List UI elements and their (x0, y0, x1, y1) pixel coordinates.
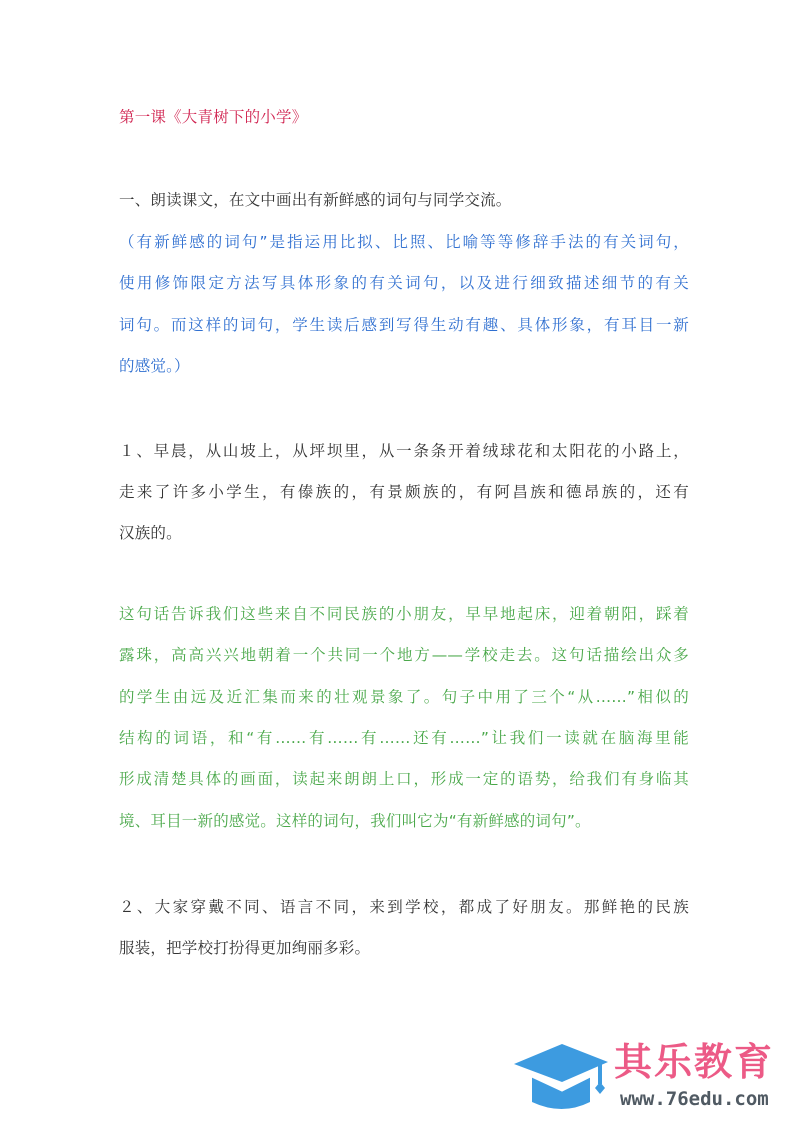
note-line: 的感觉。） (119, 357, 190, 375)
analysis-line: 这句话告诉我们这些来自不同民族的小朋友，早早地起床，迎着朝阳，踩着 (119, 605, 689, 623)
item1-line: 走来了许多小学生，有傣族的，有景颇族的，有阿昌族和德昂族的，还有 (119, 483, 689, 501)
item2-line: ２、大家穿戴不同、语言不同，来到学校，都成了好朋友。那鲜艳的民族 (119, 898, 689, 916)
note-line: 词句。而这样的词句，学生读后感到写得生动有趣、具体形象，有耳目一新 (119, 316, 689, 334)
item1-line: １、早晨，从山坡上，从坪坝里，从一条条开着绒球花和太阳花的小路上， (119, 442, 689, 460)
note-line: （有新鲜感的词句”是指运用比拟、比照、比喻等等修辞手法的有关词句， (119, 233, 689, 251)
analysis-line: 形成清楚具体的画面，读起来朗朗上口，形成一定的语势，给我们有身临其 (119, 770, 689, 788)
section-heading: 一、朗读课文，在文中画出有新鲜感的词句与同学交流。 (119, 191, 512, 209)
item1-line: 汉族的。 (119, 524, 182, 542)
graduation-cap-icon (510, 1040, 610, 1115)
logo-brand-name: 其乐教育 (614, 1040, 775, 1084)
item2-line: 服装，把学校打扮得更加绚丽多彩。 (119, 939, 371, 957)
analysis-line: 的学生由远及近汇集而来的壮观景象了。句子中用了三个“从……”相似的 (119, 688, 689, 706)
analysis-line: 结构的词语，和“有……有……有……还有……”让我们一读就在脑海里能 (119, 729, 689, 747)
analysis-line: 境、耳目一新的感觉。这样的词句，我们叫它为“有新鲜感的词句”。 (119, 812, 591, 830)
note-line: 使用修饰限定方法写具体形象的有关词句，以及进行细致描述细节的有关 (119, 274, 689, 292)
lesson-title: 第一课《大青树下的小学》 (119, 108, 308, 126)
watermark-logo (510, 1040, 785, 1115)
analysis-line: 露珠，高高兴兴地朝着一个共同一个地方——学校走去。这句话描绘出众多 (119, 646, 689, 664)
logo-url: www.76edu.com (620, 1088, 769, 1110)
